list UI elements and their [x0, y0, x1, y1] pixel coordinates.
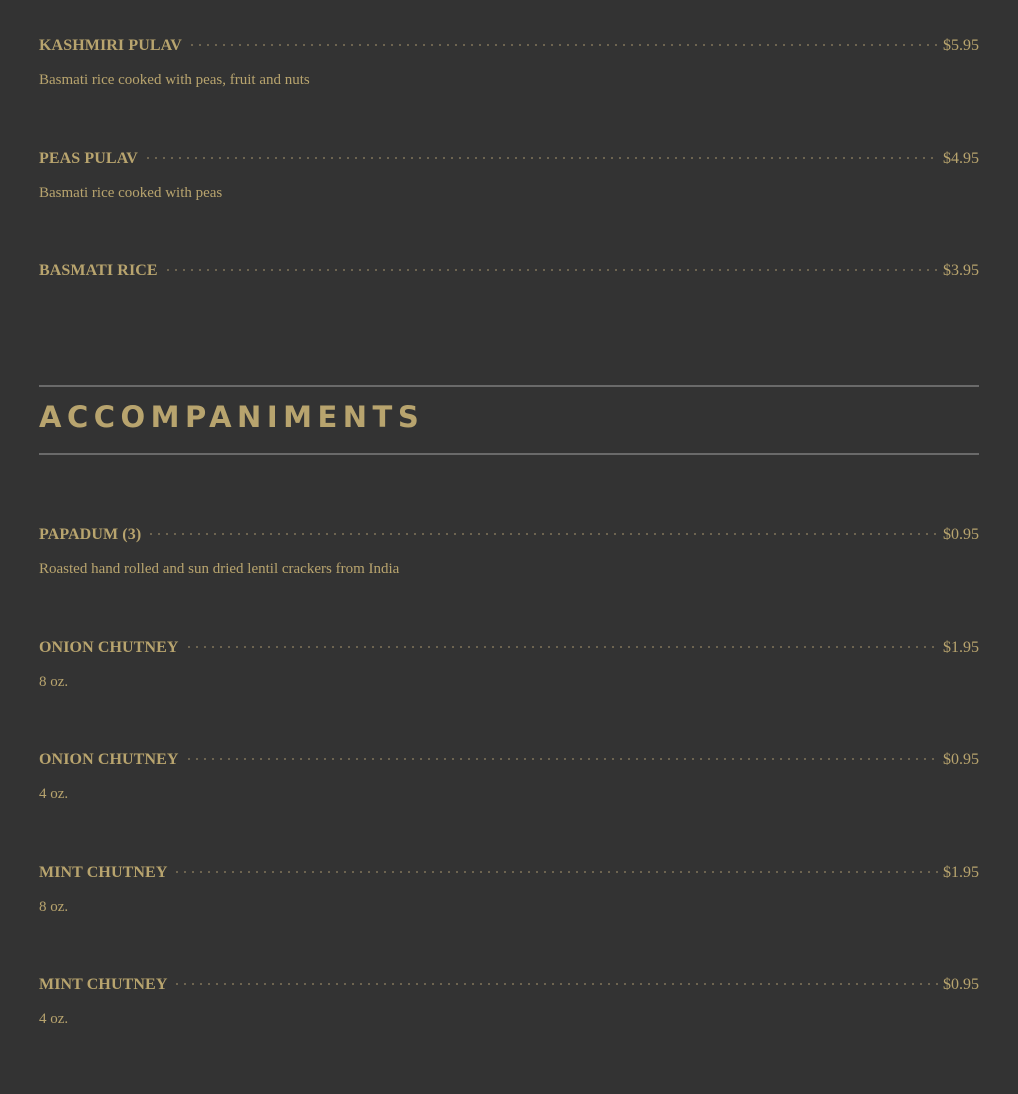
dot-leader — [164, 268, 939, 272]
menu-item — [39, 751, 979, 803]
dot-leader — [185, 757, 939, 761]
item-price: $4.95 — [943, 150, 979, 167]
item-price: $5.95 — [943, 37, 979, 54]
item-price: $0.95 — [943, 976, 979, 993]
item-price: $0.95 — [943, 751, 979, 768]
item-name: KASHMIRI PULAV — [39, 37, 182, 54]
item-name: MINT CHUTNEY — [39, 976, 168, 993]
menu-item — [39, 37, 979, 89]
dot-leader — [147, 532, 939, 536]
item-name: ONION CHUTNEY — [39, 751, 179, 768]
item-description: 8 oz. — [39, 674, 69, 690]
item-description: Basmati rice cooked with peas — [39, 185, 223, 201]
item-price: $1.95 — [943, 864, 979, 881]
dot-leader — [173, 870, 939, 874]
item-name: BASMATI RICE — [39, 262, 158, 279]
menu-item — [39, 262, 979, 284]
menu-item — [39, 150, 979, 202]
item-price: $1.95 — [943, 639, 979, 656]
menu-item — [39, 976, 979, 1028]
item-name: PEAS PULAV — [39, 150, 138, 167]
item-price: $3.95 — [943, 262, 979, 279]
item-name: MINT CHUTNEY — [39, 864, 168, 881]
dot-leader — [173, 982, 939, 986]
menu-item — [39, 639, 979, 691]
item-name: PAPADUM (3) — [39, 526, 142, 543]
dot-leader — [144, 156, 939, 160]
item-description: 4 oz. — [39, 786, 69, 802]
item-description: Roasted hand rolled and sun dried lentil crackers from India — [39, 561, 400, 577]
menu-item — [39, 864, 979, 916]
section-divider-top — [39, 385, 979, 387]
dot-leader — [188, 43, 939, 47]
section-title: ACCOMPANIMENTS — [39, 400, 425, 434]
item-name: ONION CHUTNEY — [39, 639, 179, 656]
item-description: Basmati rice cooked with peas, fruit and nuts — [39, 72, 310, 88]
section-divider-bottom — [39, 453, 979, 455]
item-price: $0.95 — [943, 526, 979, 543]
menu-item — [39, 526, 979, 578]
item-description: 4 oz. — [39, 1011, 69, 1027]
dot-leader — [185, 645, 939, 649]
item-description: 8 oz. — [39, 899, 69, 915]
